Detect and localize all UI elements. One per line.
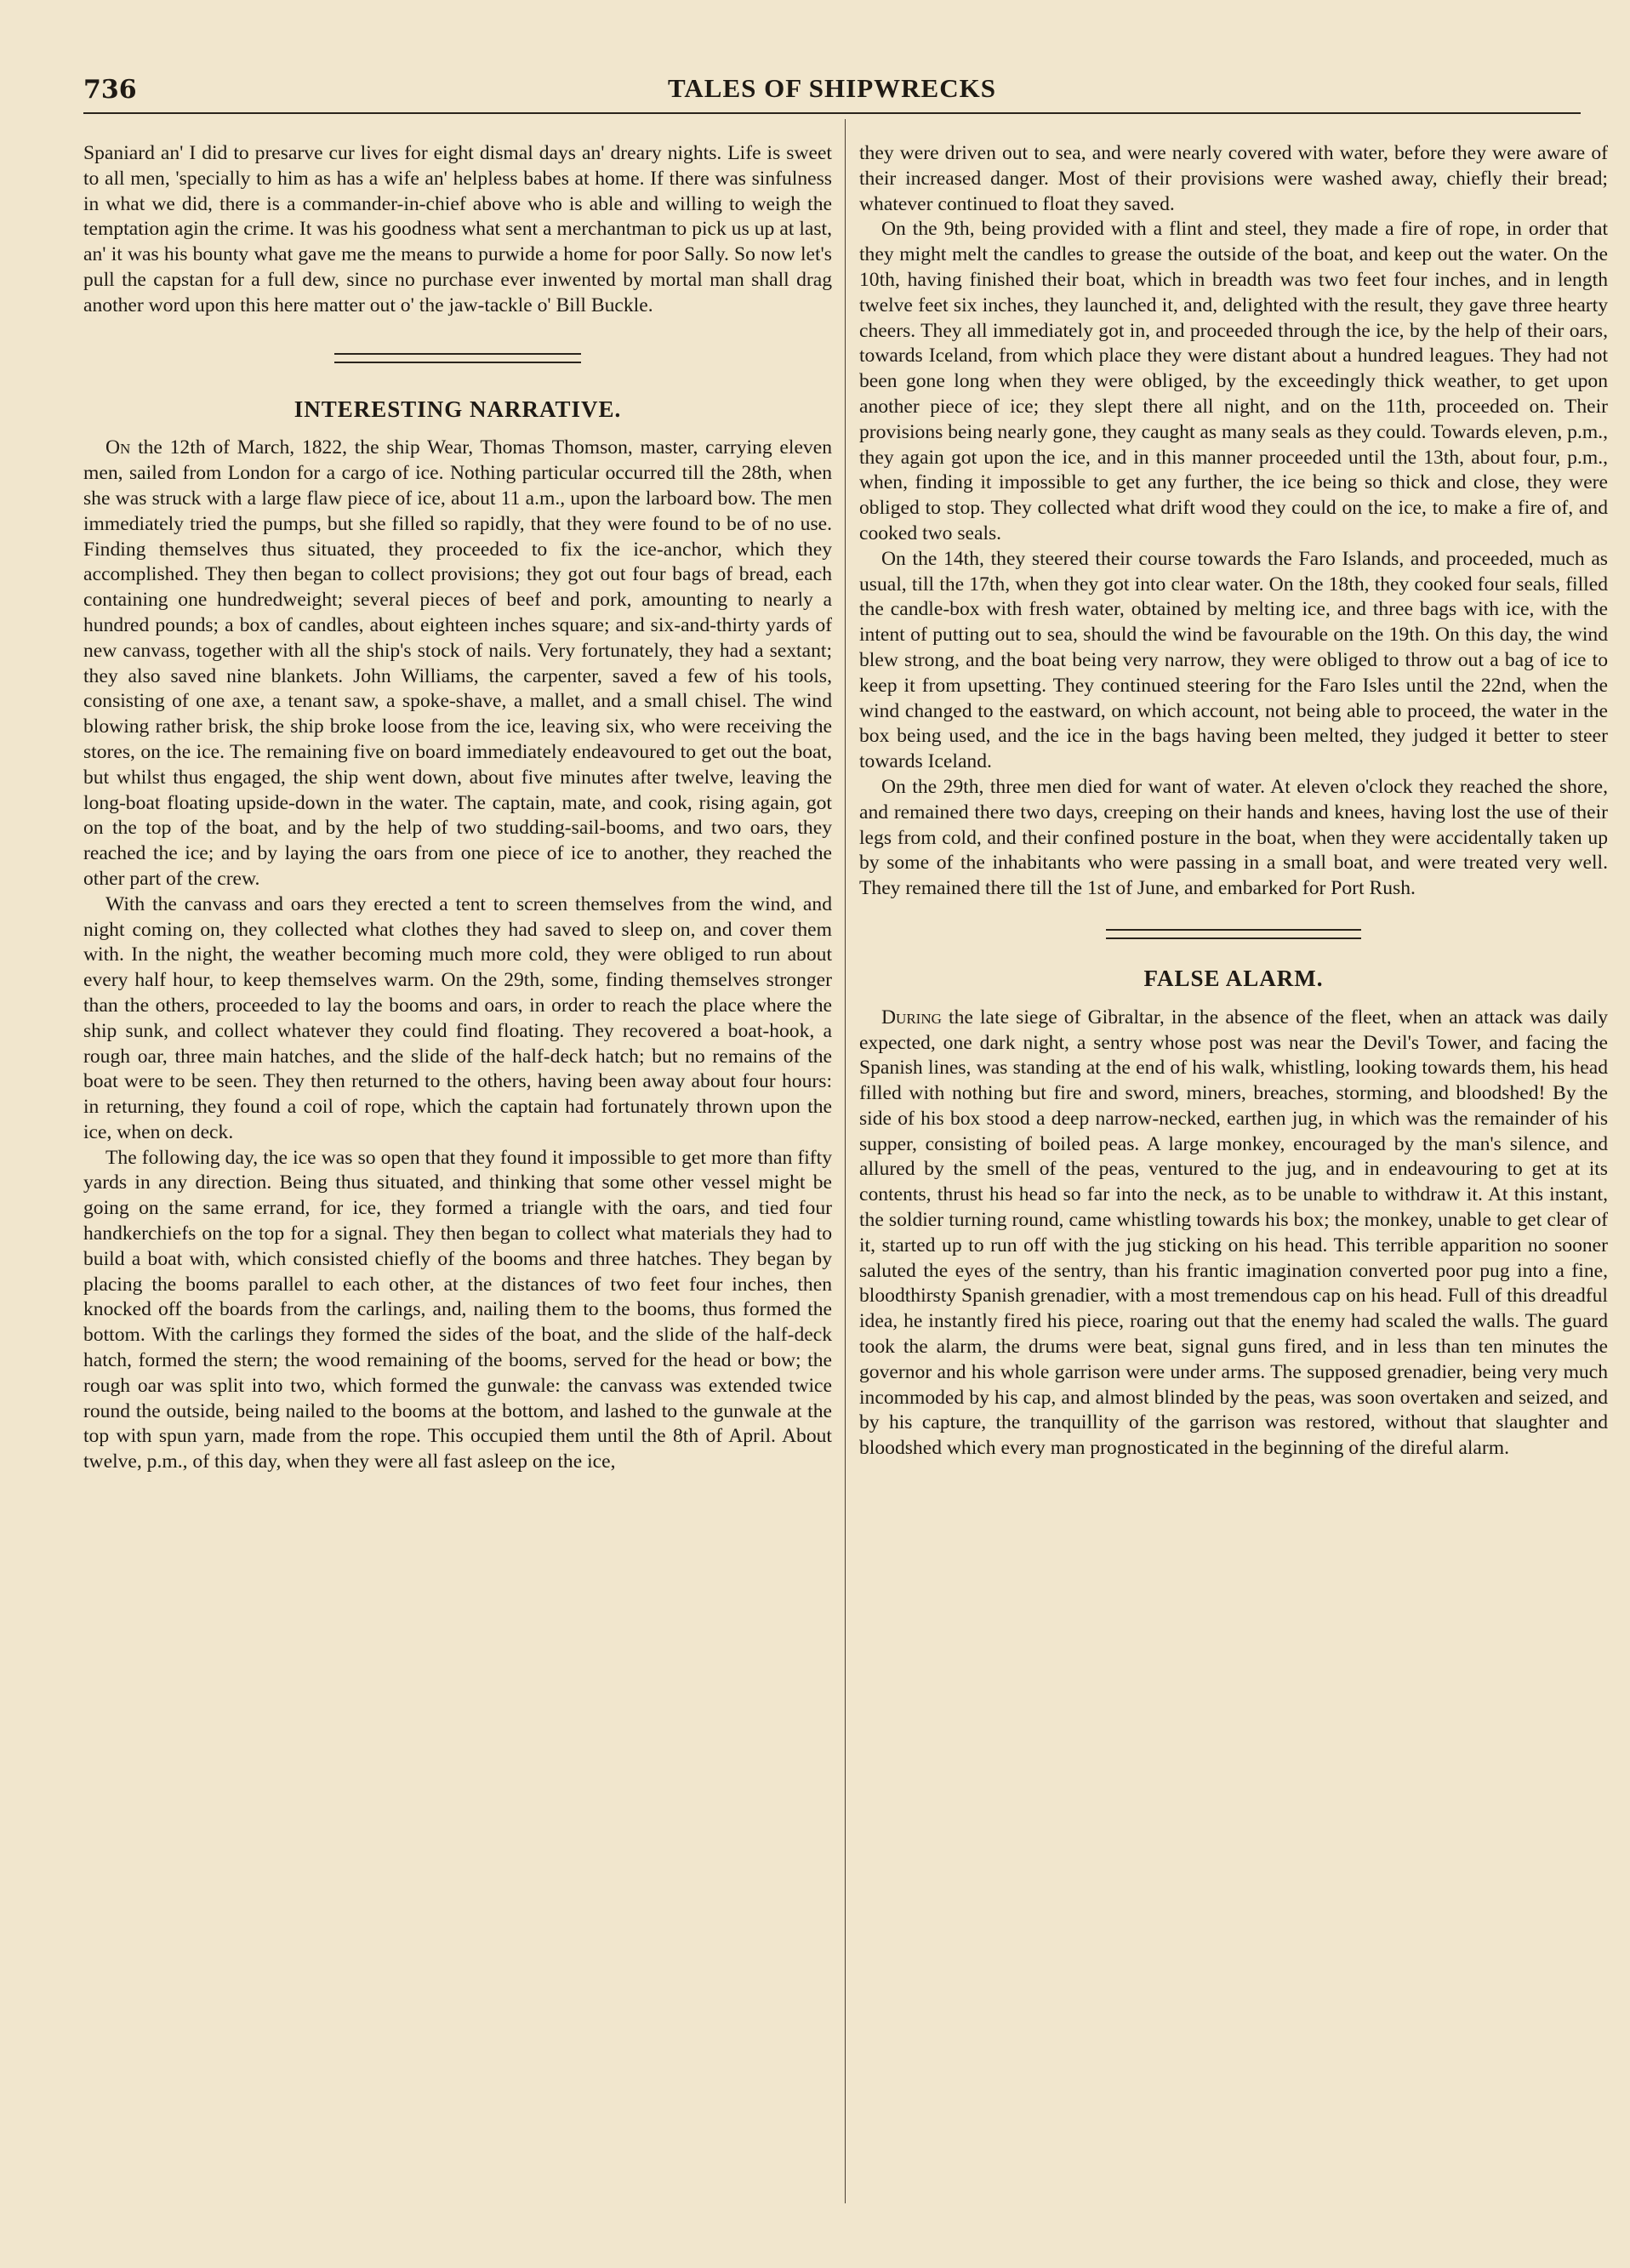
column-divider — [845, 119, 846, 2203]
narrative-paragraph — [83, 436, 832, 892]
false-alarm-paragraph-text: the late siege of Gibraltar, in the absence of the fleet, when an attack was daily expected, one dark night, a sentry whose post was near the Devil's Tower, and facing the Spanish lines, was standing at the end of his walk, whistling, looking towards them, his head filled with nothing but fire and sword, miners, breaches, storming, and bloodshed! By the side of his box stood a deep narrow-necked, earthen jug, in which was the remainder of his supper, consisting of boiled peas. A large monkey, encouraged by the man's silence, and allured by the smell of the peas, ventured to the jug, and in endeavouring to get at its contents, thrust his head so far into the neck, as to be unable to withdraw it. At this instant, the soldier turning round, came whistling towards his box; the monkey, unable to get clear of it, started up to run off with the jug sticking on his head. This terrible apparition no sooner saluted the eyes of the sentry, than his frantic imagination converted poor pug into a fine, bloodthirsty Spanish grenadier, with a most tremendous cap on his head. Full of this dreadful idea, he instantly fired his piece, roaring out that the enemy had scaled the walls. The guard took the alarm, the drums were beat, signal guns fired, and in less than ten minutes the governor and his whole garrison were under arms. The supposed grenadier, being very much incommoded by his cap, and almost blinded by the peas, was soon overtaken and seized, and by his capture, the tranquillity of the garrison was restored, without that slaughter and bloodshed which every man prognosticated in the beginning of the direful alarm. — [859, 1006, 1608, 1460]
left-column — [83, 141, 832, 1475]
section-divider — [1106, 929, 1361, 939]
section-title-interesting-narrative: INTERESTING NARRATIVE. — [294, 396, 622, 422]
section-title-false-alarm: FALSE ALARM. — [1143, 965, 1324, 991]
page-number: 736 — [83, 75, 137, 105]
running-title: TALES OF SHIPWRECKS — [668, 73, 996, 103]
narrative-paragraph: On the 9th, being provided with a flint and steel, they made a fire of rope, in order that they might melt the candles to grease the outside of the boat, and keep out the water. On the 10th, having finished their boat, which in breadth was two feet four inches, and in length twelve feet six inches, they launched it, and, delighted with the result, they gave three hearty cheers. They all immediately got in, and proceeded through the ice, by the help of their oars, towards Iceland, from which place they were distant about a hundred leagues. They had not been gone long when they were obliged, by the exceedingly thick weather, to get upon another piece of ice; they slept there all night, and on the 11th, proceeded on. Their provisions being nearly gone, they caught as many seals as they could. Towards eleven, p.m., they again got upon the ice, and in this manner proceeded until the 13th, about four, p.m., when, finding it impossible to get any further, the ice being so thick and close, they were obliged to stop. They collected what drift wood they could on the ice, to make a fire of, and cooked two seals. — [859, 218, 1608, 544]
page-header — [83, 70, 1581, 114]
right-column — [859, 141, 1608, 1462]
story-ending-paragraph: Spaniard an' I did to presarve cur lives for eight dismal days an' dreary nights. Life is sweet to all men, 'specially to him as has a wife an' helpless babes at home. If there was sinfulness in what we did, there is a commander-in-chief above who is able and willing to weigh the temptation agin the crime. It was his goodness what sent a merchantman to pick us up at last, an' it was his bounty what gave me the means to purwide a home for poor Sally. So now let's pull the capstan for a full dew, since no purchase ever inwented by mortal man shall drag another word upon this here matter out o' the jaw-tackle o' Bill Buckle. — [83, 142, 832, 316]
section-divider — [334, 353, 581, 363]
false-alarm-paragraph — [859, 1006, 1608, 1462]
narrative-paragraph: On the 29th, three men died for want of water. At eleven o'clock they reached the shore, and remained there two days, creeping on their hands and knees, having lost the use of their legs from cold, and their confined posture in the boat, when they were accidentally taken up by some of the inhabitants who were passing in a small boat, and were treated very well. They remained there till the 1st of June, and embarked for Port Rush. — [859, 775, 1608, 900]
narrative-paragraph: On the 14th, they steered their course towards the Faro Islands, and proceeded, much as usual, till the 17th, when they got into clear water. On the 18th, they cooked four seals, filled the candle-box with fresh water, obtained by melting ice, and three bags with ice, with the intent of putting out to sea, should the wind be favourable on the 19th. On this day, the wind blew strong, and the boat being very narrow, they were obliged to throw out a bag of ice to keep it from upsetting. They continued steering for the Faro Isles until the 22nd, when the wind changed to the eastward, on which account, not being able to proceed, the water in the box being used, and the ice in the bags having been melted, they judged it better to steer towards Iceland. — [859, 547, 1608, 773]
narrative-continuation: they were driven out to sea, and were nearly covered with water, before they were aware of their increased danger. Most of their provisions were washed away, chiefly their bread; whatever continued to float they saved. — [859, 142, 1608, 215]
narrative-paragraph: The following day, the ice was so open that they found it impossible to get more than fifty yards in any direction. Being thus situated, and thinking that some other vessel might be going on the same errand, for ice, they formed a triangle with the oars, and tied four handkerchiefs on the top for a signal. They then began to collect what materials they had to build a boat with, which consisted chiefly of the booms and three hatches. They began by placing the booms parallel to each other, at the distances of two feet four inches, then knocked off the boards from the carlings, and, nailing them to the booms, thus formed the bottom. With the carlings they formed the sides of the boat, and the slide of the half-deck hatch, formed the stern; the wood remaining of the booms, served for the head or bow; the rough oar was split into two, which formed the gunwale: the canvass was extended twice round the outside, being nailed to the booms at the bottom, and lashed to the gunwale at the top with spun yarn, made from the rope. This occupied them until the 8th of April. About twelve, p.m., of this day, when they were all fast asleep on the ice, — [83, 1146, 832, 1473]
lead-word: On — [105, 436, 131, 459]
narrative-paragraph: With the canvass and oars they erected a tent to screen themselves from the wind, and night coming on, they collected what clothes they had saved to sleep on, and cover them with. In the night, the weather becoming much more cold, they were obliged to run about every half hour, to keep themselves warm. On the 29th, some, finding themselves stronger than the others, proceeded to lay the booms and oars, in order to reach the place where the ship sunk, and collect whatever they could find floating. They recovered a boat-hook, a rough oar, three main hatches, and the slide of the half-deck hatch; but no remains of the boat were to be seen. They then returned to the others, having been away about four hours: in returning, they found a coil of rope, which the captain had fortunately thrown upon the ice, when on deck. — [83, 892, 832, 1143]
lead-word: During — [881, 1006, 942, 1029]
narrative-paragraph-text: the 12th of March, 1822, the ship Wear, Thomas Thomson, master, carrying eleven men, sailed from London for a cargo of ice. Nothing particular occurred till the 28th, when she was struck with a large flaw piece of ice, about 11 a.m., upon the larboard bow. The men immediately tried the pumps, but she filled so rapidly, that they were found to be of no use. Finding themselves thus situated, they proceeded to fix the ice-anchor, which they accomplished. They then began to collect provisions; they got out four bags of bread, each containing one hundredweight; several pieces of beef and pork, amounting to nearly a hundred pounds; a box of candles, about eighteen inches square; and six-and-thirty yards of new canvass, together with all the ship's stock of nails. Very fortunately, they had a sextant; they also saved nine blankets. John Williams, the carpenter, saved a few of his tools, consisting of one axe, a tenant saw, a spoke-shave, a mallet, and a small chisel. The wind blowing rather brisk, the ship broke loose from the ice, leaving six, who were receiving the stores, on the ice. The remaining five on board immediately endeavoured to get out the boat, but whilst thus engaged, the ship went down, about five minutes after twelve, leaving the long-boat floating upside-down in the water. The captain, mate, and cook, rising again, got on the top of the boat, and by the help of two studding-sail-booms, and two oars, they reached the ice; and by laying the oars from one piece of ice to another, they reached the other part of the crew. — [83, 436, 832, 890]
